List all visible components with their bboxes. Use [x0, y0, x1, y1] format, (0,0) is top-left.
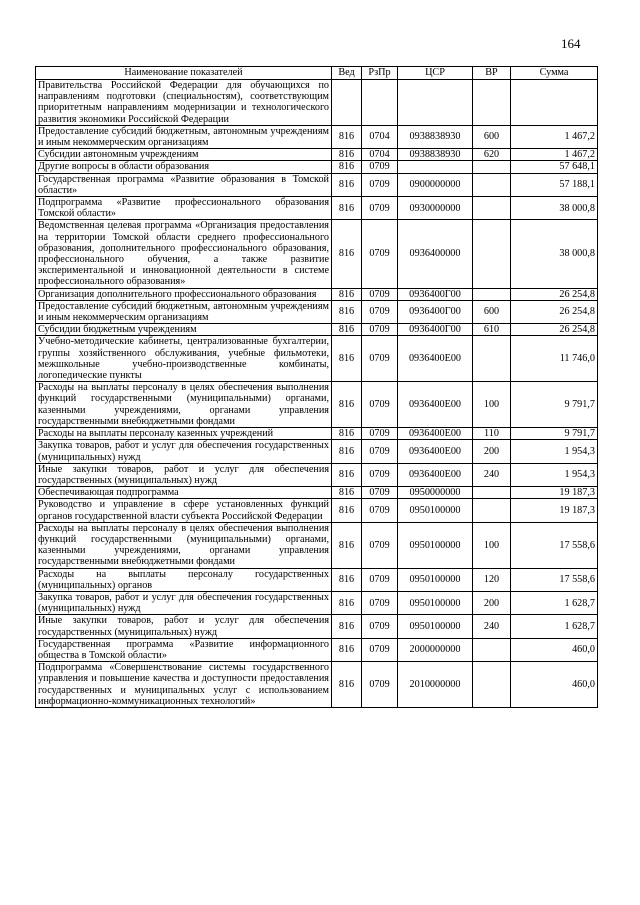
cell-ved [332, 80, 362, 126]
cell-csr: 0936400Е00 [398, 336, 473, 382]
cell-vr [473, 487, 511, 499]
cell-rzpr: 0709 [362, 173, 398, 196]
cell-name: Другие вопросы в области образования [36, 161, 332, 173]
cell-rzpr: 0709 [362, 440, 398, 463]
cell-csr: 0936400Е00 [398, 382, 473, 428]
cell-sum: 19 187,3 [511, 499, 598, 522]
cell-vr [473, 173, 511, 196]
cell-vr: 110 [473, 428, 511, 440]
cell-rzpr: 0709 [362, 615, 398, 638]
cell-csr: 0930000000 [398, 197, 473, 220]
cell-sum: 9 791,7 [511, 382, 598, 428]
table-row [36, 220, 598, 288]
cell-ved: 816 [332, 149, 362, 161]
cell-sum: 38 000,8 [511, 220, 598, 288]
cell-sum: 26 254,8 [511, 324, 598, 336]
table-row [36, 638, 598, 661]
header-ved: Вед [332, 67, 362, 80]
cell-vr [473, 336, 511, 382]
cell-csr: 2000000000 [398, 638, 473, 661]
cell-name: Расходы на выплаты персоналу казенных учреждений [36, 428, 332, 440]
cell-name: Государственная программа «Развитие образования в Томской области» [36, 173, 332, 196]
cell-name: Субсидии автономным учреждениям [36, 149, 332, 161]
table-row [36, 300, 598, 323]
cell-name: Субсидии бюджетным учреждениям [36, 324, 332, 336]
table-row [36, 662, 598, 708]
cell-ved: 816 [332, 463, 362, 486]
table-row [36, 428, 598, 440]
cell-rzpr: 0709 [362, 463, 398, 486]
cell-vr: 100 [473, 382, 511, 428]
cell-vr: 610 [473, 324, 511, 336]
cell-ved: 816 [332, 288, 362, 300]
cell-ved: 816 [332, 487, 362, 499]
cell-name: Иные закупки товаров, работ и услуг для обеспечения государственных (муниципальных) нужд [36, 463, 332, 486]
cell-vr: 100 [473, 522, 511, 568]
cell-csr [398, 161, 473, 173]
cell-vr [473, 288, 511, 300]
cell-vr [473, 662, 511, 708]
cell-rzpr [362, 80, 398, 126]
cell-csr [398, 80, 473, 126]
cell-ved: 816 [332, 220, 362, 288]
cell-sum: 57 188,1 [511, 173, 598, 196]
cell-csr: 0936400Е00 [398, 440, 473, 463]
cell-name: Государственная программа «Развитие информационного общества в Томской области» [36, 638, 332, 661]
cell-rzpr: 0704 [362, 125, 398, 148]
table-row [36, 125, 598, 148]
cell-rzpr: 0709 [362, 522, 398, 568]
cell-name: Организация дополнительного профессионального образования [36, 288, 332, 300]
table-row [36, 149, 598, 161]
cell-name: Иные закупки товаров, работ и услуг для обеспечения государственных (муниципальных) нужд [36, 615, 332, 638]
cell-sum [511, 80, 598, 126]
cell-name: Учебно-методические кабинеты, централизованные бухгалтерии, группы хозяйственного обслуживания, учебные фильмотеки, межшкольные учебно-производственные комбинаты, логопедические пункты [36, 336, 332, 382]
table-body [36, 80, 598, 708]
table-row [36, 288, 598, 300]
header-rzpr: РзПр [362, 67, 398, 80]
cell-name: Руководство и управление в сфере установленных функций органов государственной власти субъекта Российской Федерации [36, 499, 332, 522]
table-row [36, 324, 598, 336]
cell-name: Обеспечивающая подпрограмма [36, 487, 332, 499]
table-row [36, 487, 598, 499]
cell-rzpr: 0709 [362, 288, 398, 300]
table-row [36, 382, 598, 428]
header-sum: Сумма [511, 67, 598, 80]
cell-csr: 0950100000 [398, 591, 473, 614]
table-row [36, 463, 598, 486]
cell-csr: 0950000000 [398, 487, 473, 499]
cell-rzpr: 0709 [362, 568, 398, 591]
cell-vr: 240 [473, 615, 511, 638]
cell-rzpr: 0709 [362, 300, 398, 323]
cell-csr: 2010000000 [398, 662, 473, 708]
cell-vr [473, 499, 511, 522]
cell-ved: 816 [332, 568, 362, 591]
cell-rzpr: 0709 [362, 161, 398, 173]
table-row [36, 197, 598, 220]
table-row [36, 522, 598, 568]
cell-ved: 816 [332, 591, 362, 614]
cell-sum: 460,0 [511, 638, 598, 661]
cell-name: Расходы на выплаты персоналу государственных (муниципальных) органов [36, 568, 332, 591]
cell-rzpr: 0709 [362, 324, 398, 336]
cell-ved: 816 [332, 662, 362, 708]
header-row [36, 67, 598, 80]
page-number: 164 [561, 36, 581, 51]
cell-sum: 17 558,6 [511, 522, 598, 568]
cell-rzpr: 0709 [362, 220, 398, 288]
cell-name: Закупка товаров, работ и услуг для обеспечения государственных (муниципальных) нужд [36, 440, 332, 463]
header-csr: ЦСР [398, 67, 473, 80]
cell-sum: 26 254,8 [511, 288, 598, 300]
cell-vr: 200 [473, 440, 511, 463]
cell-rzpr: 0709 [362, 197, 398, 220]
cell-rzpr: 0709 [362, 428, 398, 440]
cell-vr [473, 80, 511, 126]
cell-sum: 1 954,3 [511, 440, 598, 463]
cell-rzpr: 0704 [362, 149, 398, 161]
cell-ved: 816 [332, 382, 362, 428]
cell-csr: 0936400Г00 [398, 288, 473, 300]
cell-ved: 816 [332, 125, 362, 148]
cell-name: Подпрограмма «Совершенствование системы государственного управления и повышение качества и доступности предоставления государственных и муниципальных услуг с использованием информационно-коммуникационных технологий» [36, 662, 332, 708]
cell-sum: 1 467,2 [511, 149, 598, 161]
cell-ved: 816 [332, 173, 362, 196]
cell-name: Ведомственная целевая программа «Организация предоставления на территории Томской области среднего профессионального образования, дополнительного профессионального образования, профессионального обучения, а также развитие экспериментальной и инновационной деятельности в системе профессионального образования» [36, 220, 332, 288]
cell-rzpr: 0709 [362, 662, 398, 708]
cell-name: Предоставление субсидий бюджетным, автономным учреждениям и иным некоммерческим организациям [36, 300, 332, 323]
cell-vr: 600 [473, 125, 511, 148]
cell-rzpr: 0709 [362, 382, 398, 428]
header-name: Наименование показателей [36, 67, 332, 80]
cell-csr: 0950100000 [398, 568, 473, 591]
cell-vr: 120 [473, 568, 511, 591]
cell-sum: 57 648,1 [511, 161, 598, 173]
cell-vr: 600 [473, 300, 511, 323]
cell-name: Предоставление субсидий бюджетным, автономным учреждениям и иным некоммерческим организациям [36, 125, 332, 148]
cell-csr: 0938838930 [398, 149, 473, 161]
table-row [36, 80, 598, 126]
cell-ved: 816 [332, 428, 362, 440]
cell-sum: 1 628,7 [511, 615, 598, 638]
cell-name: Подпрограмма «Развитие профессионального образования Томской области» [36, 197, 332, 220]
cell-sum: 17 558,6 [511, 568, 598, 591]
cell-sum: 11 746,0 [511, 336, 598, 382]
table-row [36, 440, 598, 463]
cell-vr: 200 [473, 591, 511, 614]
cell-csr: 0950100000 [398, 615, 473, 638]
cell-name: Расходы на выплаты персоналу в целях обеспечения выполнения функций государственными (муниципальными) органами, казенными учреждениями, органами управления государственными внебюджетными фондами [36, 522, 332, 568]
table-row [36, 615, 598, 638]
table-row [36, 336, 598, 382]
cell-vr: 620 [473, 149, 511, 161]
cell-ved: 816 [332, 300, 362, 323]
table-row [36, 591, 598, 614]
cell-csr: 0936400000 [398, 220, 473, 288]
cell-ved: 816 [332, 336, 362, 382]
cell-ved: 816 [332, 638, 362, 661]
cell-vr: 240 [473, 463, 511, 486]
cell-rzpr: 0709 [362, 591, 398, 614]
cell-vr [473, 161, 511, 173]
cell-rzpr: 0709 [362, 638, 398, 661]
cell-ved: 816 [332, 522, 362, 568]
cell-ved: 816 [332, 440, 362, 463]
cell-vr [473, 197, 511, 220]
cell-vr [473, 638, 511, 661]
cell-sum: 1 467,2 [511, 125, 598, 148]
cell-csr: 0950100000 [398, 499, 473, 522]
cell-name: Правительства Российской Федерации для обучающихся по направлениям подготовки (специальностям), соответствующим приоритетным направлениям модернизации и технологического развития экономики Российской Федерации [36, 80, 332, 126]
cell-sum: 26 254,8 [511, 300, 598, 323]
cell-csr: 0936400Е00 [398, 428, 473, 440]
cell-csr: 0950100000 [398, 522, 473, 568]
cell-csr: 0936400Г00 [398, 324, 473, 336]
cell-vr [473, 220, 511, 288]
cell-sum: 460,0 [511, 662, 598, 708]
header-vr: ВР [473, 67, 511, 80]
cell-csr: 0936400Г00 [398, 300, 473, 323]
cell-ved: 816 [332, 499, 362, 522]
cell-rzpr: 0709 [362, 487, 398, 499]
cell-sum: 38 000,8 [511, 197, 598, 220]
cell-sum: 19 187,3 [511, 487, 598, 499]
cell-rzpr: 0709 [362, 336, 398, 382]
table-row [36, 499, 598, 522]
cell-ved: 816 [332, 161, 362, 173]
table-row [36, 568, 598, 591]
cell-sum: 1 628,7 [511, 591, 598, 614]
cell-csr: 0900000000 [398, 173, 473, 196]
table-row [36, 161, 598, 173]
cell-name: Закупка товаров, работ и услуг для обеспечения государственных (муниципальных) нужд [36, 591, 332, 614]
cell-ved: 816 [332, 615, 362, 638]
table-row [36, 173, 598, 196]
cell-csr: 0936400Е00 [398, 463, 473, 486]
cell-sum: 9 791,7 [511, 428, 598, 440]
cell-csr: 0938838930 [398, 125, 473, 148]
cell-name: Расходы на выплаты персоналу в целях обеспечения выполнения функций государственными (муниципальными) органами, казенными учреждениями, органами управления государственными внебюджетными фондами [36, 382, 332, 428]
cell-rzpr: 0709 [362, 499, 398, 522]
cell-ved: 816 [332, 197, 362, 220]
cell-ved: 816 [332, 324, 362, 336]
budget-table [35, 66, 598, 708]
cell-sum: 1 954,3 [511, 463, 598, 486]
